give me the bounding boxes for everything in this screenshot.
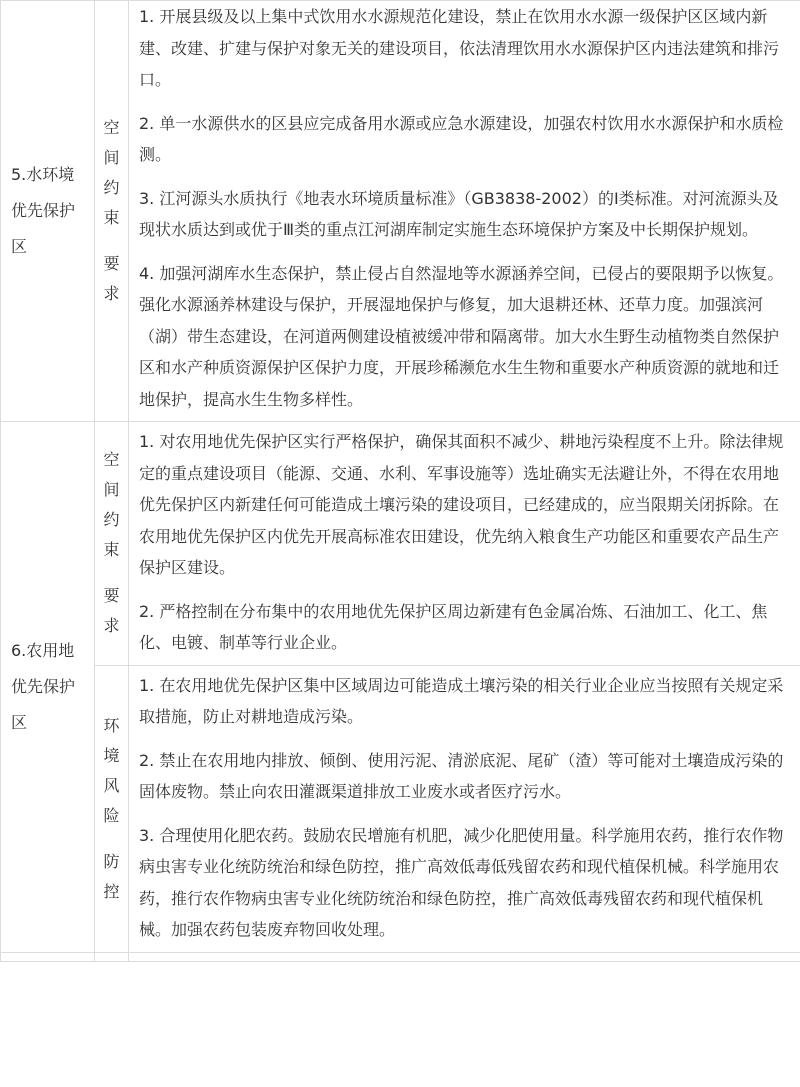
requirement-item: 1. 对农用地优先保护区实行严格保护，确保其面积不减少、耕地污染程度不上升。除法律规定的重点建设项目（能源、交通、水利、军事设施等）选址确实无法避让外，不得在农用地优先保护区内新建任何可能造成土壤污染的建设项目，已经建成的，应当限期关闭拆除。在农用地优先保护区内优先开展高标准农田建设，优先纳入粮食生产功能区和重要农产品生产保护区建设。 <box>139 432 784 577</box>
requirement-item: 2. 单一水源供水的区县应完成备用水源或应急水源建设，加强农村饮用水水源保护和水质检测。 <box>139 113 784 164</box>
zone-name-line: 区 <box>11 712 28 732</box>
category-char: 要 <box>103 586 120 606</box>
category-char: 要 <box>103 254 120 273</box>
requirement-item: 4. 加强河湖库水生态保护，禁止侵占自然湿地等水源涵养空间，已侵占的要限期予以恢复。强化水源涵养林建设与保护，开展湿地保护与修复，加大退耕还林、还草力度。加强滨河（湖）带生态建设，在河道两侧建设植被缓冲带和隔离带。加大水生野生动植物类自然保护区和水产种质资源保护区保护力度，开展珍稀濒危水生生物和重要水产种质资源的就地和迁地保护，提高水生生物多样性。 <box>139 263 784 409</box>
requirements-cell <box>129 1 800 422</box>
category-char: 约 <box>103 510 120 530</box>
zone-name-line: 优先保护 <box>11 676 76 696</box>
category-char: 境 <box>103 745 120 765</box>
category-char: 空 <box>103 450 120 470</box>
category-char: 束 <box>103 208 120 227</box>
zone-name-line: 6.农用地 <box>11 640 75 660</box>
empty-cell <box>1 952 95 961</box>
requirement-item: 2. 严格控制在分布集中的农用地优先保护区周边新建有色金属冶炼、石油加工、化工、焦化、电镀、制革等行业企业。 <box>139 601 768 652</box>
category-char: 险 <box>103 805 120 825</box>
zone-name-line: 5.水环境 <box>11 165 75 184</box>
table-row-next-partial <box>1 952 800 961</box>
table-row-farmland-zone-risk <box>1 665 800 952</box>
category-char: 约 <box>103 178 120 197</box>
requirements-cell <box>129 422 800 666</box>
requirements-cell <box>129 665 800 952</box>
category-char: 求 <box>103 284 120 303</box>
requirement-item: 2. 禁止在农用地内排放、倾倒、使用污泥、清淤底泥、尾矿（渣）等可能对土壤造成污染的固体废物。禁止向农田灌溉渠道排放工业废水或者医疗污水。 <box>139 750 784 801</box>
category-char: 控 <box>103 881 120 901</box>
category-cell <box>95 422 129 666</box>
zone-name-cell <box>1 1 95 422</box>
category-cell <box>95 665 129 952</box>
empty-cell <box>95 952 129 961</box>
category-char: 求 <box>103 616 120 636</box>
requirement-item: 3. 江河源头水质执行《地表水环境质量标准》（GB3838-2002）的Ⅰ类标准。对河流源头及现状水质达到或优于Ⅲ类的重点江河湖库制定实施生态环境保护方案及中长期保护规划。 <box>139 188 779 239</box>
zone-name-line: 区 <box>11 237 28 256</box>
table-row-water-zone <box>1 1 800 422</box>
category-char: 环 <box>103 715 120 735</box>
requirement-item: 3. 合理使用化肥农药。鼓励农民增施有机肥，减少化肥使用量。科学施用农药，推行农作物病虫害专业化统防统治和绿色防控，推广高效低毒低残留农药和现代植保机械。科学施用农药，推行农作物病虫害专业化统防统治和绿色防控，推广高效低毒残留农药和现代植保机械。加强农药包装废弃物回收处理。 <box>139 825 784 939</box>
requirement-item: 1. 在农用地优先保护区集中区域周边可能造成土壤污染的相关行业企业应当按照有关规定采取措施，防止对耕地造成污染。 <box>139 675 784 726</box>
zone-name-line: 优先保护 <box>11 201 76 220</box>
category-char: 束 <box>103 540 120 560</box>
category-char: 防 <box>103 851 120 871</box>
category-char: 间 <box>103 148 120 167</box>
category-char: 风 <box>103 775 120 795</box>
category-char: 空 <box>103 118 120 137</box>
zone-name-cell <box>1 422 95 953</box>
category-char: 间 <box>103 480 120 500</box>
category-cell <box>95 1 129 422</box>
empty-cell <box>129 952 800 961</box>
table-row-farmland-zone-spatial <box>1 422 800 666</box>
requirement-item: 1. 开展县级及以上集中式饮用水水源规范化建设，禁止在饮用水水源一级保护区区域内新建、改建、扩建与保护对象无关的建设项目，依法清理饮用水水源保护区内违法建筑和排污口。 <box>139 7 780 89</box>
